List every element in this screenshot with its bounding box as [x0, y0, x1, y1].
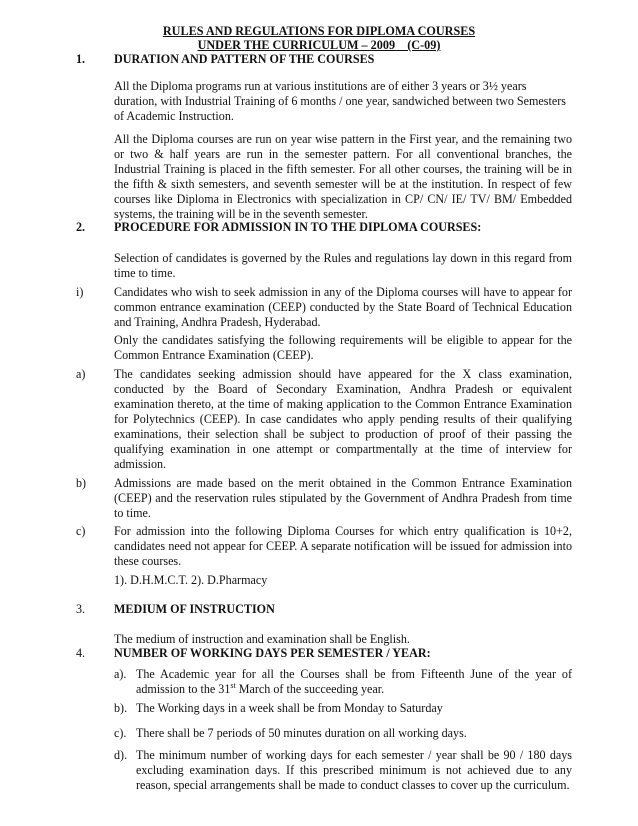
section-2-number: 2. — [76, 220, 86, 234]
item-4c-text: There shall be 7 periods of 50 minutes duration on all working days. — [136, 726, 467, 740]
document-title-line1: RULES AND REGULATIONS FOR DIPLOMA COURSES — [162, 24, 476, 38]
item-i-label: i) — [76, 285, 84, 299]
section-3-heading: MEDIUM OF INSTRUCTION — [114, 602, 275, 616]
section-4-number: 4. — [76, 646, 86, 660]
item-4b-label: b). — [114, 701, 128, 715]
item-b-label: b) — [76, 476, 87, 490]
item-i-text: Candidates who wish to seek admission in any of the Diploma courses will have to appear for common entrance examination (CEEP) conducted by the State Board of Technical Education and Training, Andhra Pradesh, Hyderabad. — [114, 285, 572, 329]
section-2-heading: PROCEDURE FOR ADMISSION IN TO THE DIPLOMA COURSES: — [114, 220, 482, 234]
ordinal-superscript: st — [230, 680, 236, 690]
item-4d-text: The minimum number of working days for each semester / year shall be 90 / 180 days excluding examination days. If this prescribed minimum is not achieved due to any reason, special arrangements shall be made to conduct classes to cover up the curriculum. — [136, 748, 572, 792]
item-i-text-2: Only the candidates satisfying the following requirements will be eligible to appear for the Common Entrance Examination (CEEP). — [114, 333, 572, 362]
section-1-heading: DURATION AND PATTERN OF THE COURSES — [114, 52, 375, 66]
item-4a-text: The Academic year for all the Courses shall be from Fifteenth June of the year of admission to the 31st March of the succeeding year. — [136, 667, 572, 696]
item-c-label: c) — [76, 524, 86, 538]
section-3-number: 3. — [76, 602, 86, 616]
section-1-number: 1. — [76, 52, 86, 66]
section-3-paragraph: The medium of instruction and examination shall be English. — [114, 632, 410, 646]
item-4b-text: The Working days in a week shall be from Monday to Saturday — [136, 701, 443, 715]
section-1-paragraph-2: All the Diploma courses are run on year wise pattern in the First year, and the remaining two or two & half years are run in the semester pattern. For all conventional branches, the Industrial Training is placed in the fifth semester. For all other courses, the training will be in the fifth & sixth semesters, and seventh semester will be at the institution. In respect of few courses like Diploma in Electronics with specialization in CP/ CN/ IE/ TV/ BM/ Embedded systems, the training will be in the seventh semester. — [114, 132, 572, 221]
section-1-paragraph-1: All the Diploma programs run at various institutions are of either 3 years or 3½ years duration, with Industrial Training of 6 months / one year, sandwiched between two Semesters of Academic Instruction. — [114, 79, 566, 123]
item-b-text: Admissions are made based on the merit obtained in the Common Entrance Examination (CEEP) and the reservation rules stipulated by the Government of Andhra Pradesh from time to time. — [114, 476, 572, 520]
item-4c-label: c). — [114, 726, 127, 740]
item-c-course-list: 1). D.H.M.C.T. 2). D.Pharmacy — [114, 573, 268, 587]
document-title-line2: UNDER THE CURRICULUM – 2009 (C-09) — [197, 38, 441, 52]
section-4-heading: NUMBER OF WORKING DAYS PER SEMESTER / YEAR: — [114, 646, 431, 660]
item-a-label: a) — [76, 367, 86, 381]
item-a-text: The candidates seeking admission should have appeared for the X class examination, conducted by the Board of Secondary Examination, Andhra Pradesh or equivalent examination thereto, at the time of making application to the Common Entrance Examination for Polytechnics (CEEP). In case candidates who apply pending results of their qualifying examinations, their selection shall be subject to production of proof of their passing the qualifying examination in one attempt or compartmentally at the time of interview for admission. — [114, 367, 572, 471]
item-4d-label: d). — [114, 748, 128, 762]
item-4a-label: a). — [114, 667, 127, 681]
item-c-text: For admission into the following Diploma Courses for which entry qualification is 10+2, candidates need not appear for CEEP. A separate notification will be issued for admission into these courses. — [114, 524, 572, 568]
section-2-paragraph-1: Selection of candidates is governed by the Rules and regulations lay down in this regard from time to time. — [114, 251, 572, 280]
